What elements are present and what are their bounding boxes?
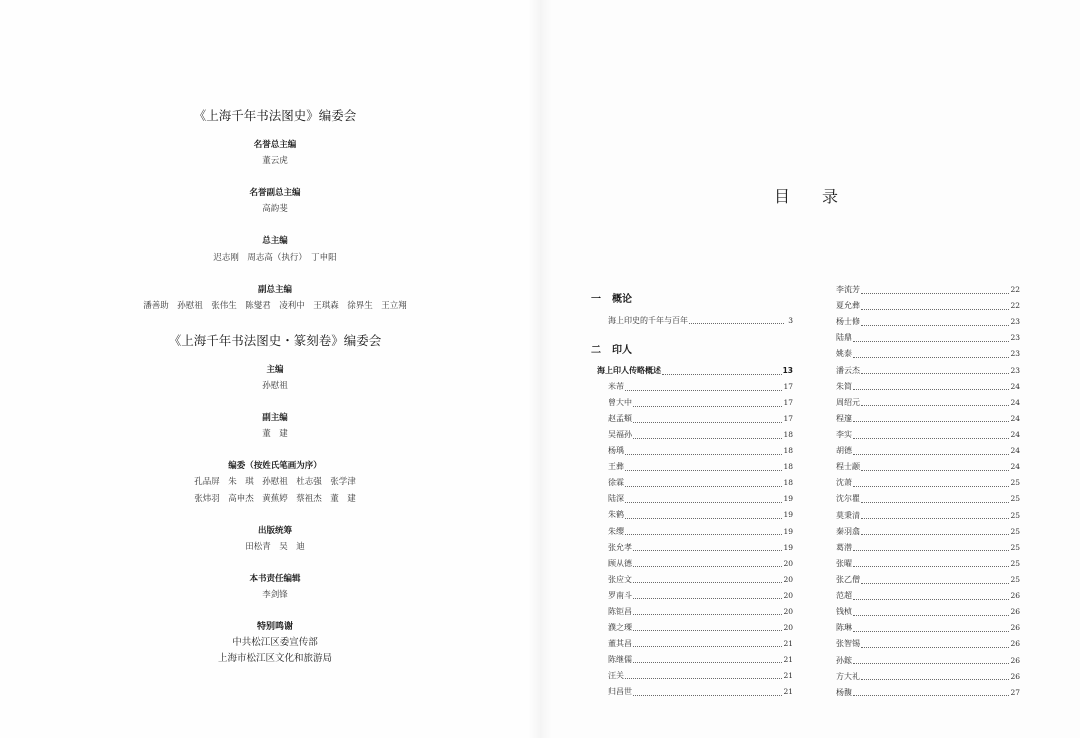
toc-entry: [836, 588, 1020, 604]
toc-page-number: 27: [1010, 687, 1020, 697]
toc-dot-leader: [861, 502, 1009, 503]
role-label: 名誉总主编: [253, 140, 297, 150]
toc-entry: [590, 427, 793, 443]
toc-dot-leader: [853, 599, 1009, 600]
toc-dot-leader: [625, 486, 782, 487]
toc-page-number: 19: [783, 510, 793, 520]
toc-entry-title: 罗南斗: [608, 590, 632, 600]
toc-dot-leader: [853, 438, 1009, 439]
toc-section-heading: [590, 292, 793, 308]
toc-page-number: 22: [1010, 285, 1020, 294]
toc-dot-leader: [625, 534, 782, 535]
toc-dot-leader: [861, 325, 1009, 326]
toc-entry-title: 张曜: [836, 558, 852, 568]
editorial-committee-credits: [5, 106, 545, 683]
toc-entry: [590, 620, 793, 636]
role-group: [5, 362, 545, 394]
toc-entry-title: 曾大中: [608, 398, 632, 408]
toc-entry: [836, 346, 1020, 362]
toc-entry-title: 董其昌: [608, 638, 632, 648]
toc-dot-leader: [861, 470, 1009, 471]
toc-entry: [836, 459, 1020, 475]
toc-entry-title: 张应文: [608, 574, 632, 584]
toc-entry: [836, 330, 1020, 346]
toc-dot-leader: [633, 614, 782, 615]
toc-dot-leader: [633, 406, 782, 407]
toc-page-number: 23: [1010, 349, 1020, 359]
toc-dot-leader: [633, 695, 782, 696]
contents-title: 目 录: [774, 187, 839, 206]
toc-entry-title: 朱简: [836, 381, 852, 391]
toc-dot-leader: [861, 309, 1009, 310]
toc-page-number: 23: [1010, 317, 1020, 327]
toc-page-number: 25: [1010, 558, 1020, 568]
toc-entry-title: 张乙僧: [836, 574, 860, 584]
toc-entry: [590, 491, 793, 507]
toc-entry: [590, 572, 793, 588]
toc-entry: [836, 524, 1020, 540]
toc-dot-leader: [633, 550, 782, 551]
toc-dot-leader: [861, 534, 1009, 535]
member-names: 董云虎: [262, 156, 288, 167]
role-label: 主编: [266, 364, 284, 375]
toc-page-number: 26: [1010, 671, 1020, 681]
toc-entry-title: 胡德: [836, 446, 852, 456]
toc-entry: [590, 540, 793, 556]
toc-entry-title: 潘云杰: [836, 365, 860, 375]
toc-section: [590, 343, 793, 700]
role-label: 总主编: [262, 236, 288, 247]
toc-entry-title: 孙鋐: [836, 655, 852, 665]
toc-entry-title: 陈琳: [836, 623, 852, 633]
toc-entry: [590, 652, 793, 668]
toc-page-number: 18: [783, 446, 793, 456]
toc-entry-title: 陈钜昌: [608, 606, 632, 616]
toc-entry: [836, 508, 1020, 524]
toc-dot-leader: [861, 293, 1009, 294]
toc-entry: [836, 314, 1020, 330]
toc-entry: [590, 475, 793, 491]
toc-page-number: 26: [1010, 607, 1020, 617]
toc-entry-title: 李流芳: [836, 285, 860, 294]
toc-entry: [590, 395, 793, 411]
toc-page-number: 21: [783, 670, 793, 680]
toc-entry-title: 张允孝: [608, 542, 632, 552]
toc-page-number: 25: [1010, 494, 1020, 504]
toc-page-number: 20: [783, 590, 793, 600]
toc-entry: [836, 669, 1020, 685]
toc-dot-leader: [633, 646, 782, 647]
toc-entry-title: 莫秉清: [836, 510, 860, 520]
toc-entry-title: 徐霖: [608, 478, 624, 488]
toc-page-number: 25: [1010, 510, 1020, 520]
toc-page-number: 21: [783, 686, 793, 696]
toc-entry: [836, 572, 1020, 588]
toc-entry: [590, 524, 793, 540]
member-names: 孔品屏 朱 琪 孙慰祖 杜志强 张学津: [194, 477, 356, 488]
toc-dot-leader: [633, 438, 782, 439]
toc-entry-title: 程士颛: [836, 462, 860, 472]
toc-entry: [590, 379, 793, 395]
toc-dot-leader: [861, 647, 1009, 648]
toc-dot-leader: [625, 390, 782, 391]
contents-column-right: [836, 282, 1020, 701]
toc-page-number: 20: [783, 622, 793, 632]
toc-page-number: 20: [783, 558, 793, 568]
toc-entry: [590, 507, 793, 523]
toc-page-number: 18: [783, 478, 793, 488]
toc-entry-title: 沈尔瞿: [836, 494, 860, 504]
toc-entry: [590, 313, 793, 329]
toc-section-title: 概论: [612, 294, 632, 305]
member-names: 中共松江区委宣传部: [232, 637, 318, 649]
role-group: [5, 619, 545, 668]
toc-page-number: 19: [783, 526, 793, 536]
toc-entry: [836, 411, 1020, 427]
toc-page-number: 13: [782, 366, 793, 376]
toc-entry-title: 汪关: [608, 670, 624, 680]
member-names: 田松青 吴 迪: [245, 541, 305, 552]
role-group: [5, 410, 545, 442]
toc-entry-title: 杨瑀: [608, 446, 624, 456]
committee-title: 《上海千年书法图史》编委会: [193, 108, 357, 123]
toc-entry: [590, 443, 793, 459]
toc-entry-title: 姚泰: [836, 349, 852, 359]
toc-entry: [836, 653, 1020, 669]
toc-dot-leader: [853, 615, 1009, 616]
toc-entry-title: 沈萧: [836, 478, 852, 488]
toc-entry: [836, 298, 1020, 314]
toc-entry: [590, 556, 793, 572]
right-page: [540, 0, 1080, 738]
toc-dot-leader: [853, 695, 1009, 696]
toc-entry-title: 杨馥: [836, 687, 852, 697]
toc-dot-leader: [625, 454, 782, 455]
member-names: 孙慰祖: [262, 381, 288, 392]
toc-page-number: 21: [783, 654, 793, 664]
toc-dot-leader: [861, 583, 1009, 584]
role-group: [5, 523, 545, 555]
toc-page-number: 17: [783, 414, 793, 424]
toc-dot-leader: [625, 518, 782, 519]
toc-entry-title: 朱缨: [608, 526, 624, 536]
toc-entry: [836, 475, 1020, 491]
role-label: 出版统筹: [257, 525, 292, 536]
toc-page-number: 23: [1010, 365, 1020, 375]
toc-page-number: 24: [1010, 429, 1020, 439]
toc-entry: [836, 491, 1020, 507]
role-group: [5, 282, 545, 314]
toc-dot-leader: [853, 566, 1009, 567]
toc-dot-leader: [633, 422, 782, 423]
toc-entry-title: 葛潜: [836, 542, 852, 552]
toc-entry: [590, 684, 793, 700]
role-group: [5, 233, 545, 265]
toc-dot-leader: [625, 470, 782, 471]
toc-dot-leader: [853, 389, 1009, 390]
toc-dot-leader: [662, 374, 782, 375]
toc-entry: [836, 620, 1020, 636]
toc-entry-title: 钱桢: [836, 607, 852, 617]
toc-entry: [836, 395, 1020, 411]
toc-entry-title: 赵孟頫: [608, 414, 632, 424]
toc-entry: [836, 636, 1020, 652]
toc-section-title: 印人: [612, 344, 632, 356]
toc-dot-leader: [861, 679, 1009, 680]
toc-entry-title: 杨士修: [836, 317, 860, 327]
toc-dot-leader: [853, 421, 1009, 422]
toc-dot-leader: [861, 518, 1009, 519]
toc-page-number: 18: [783, 462, 793, 472]
toc-entry-title: 周绍元: [836, 397, 860, 407]
role-group: [5, 185, 545, 217]
committee-block: [5, 106, 545, 314]
toc-dot-leader: [853, 357, 1009, 358]
contents-column-left: [590, 292, 793, 700]
toc-section-number: 二: [591, 344, 601, 356]
toc-page-number: 22: [1010, 301, 1020, 311]
toc-entry: [836, 685, 1020, 701]
toc-page-number: 19: [783, 494, 793, 504]
role-label: 名誉副总主编: [249, 188, 301, 199]
toc-page-number: 20: [783, 574, 793, 584]
toc-entry-title: 米芾: [608, 382, 624, 392]
member-names: 张炜羽 高申杰 黄蕉婷 蔡祖杰 董 建: [194, 493, 356, 504]
member-names: 董 建: [262, 429, 288, 440]
toc-page-number: 3: [788, 315, 793, 325]
toc-dot-leader: [625, 502, 782, 503]
toc-entry-title: 吴福孙: [608, 430, 632, 440]
toc-entry-title: 顾从德: [608, 558, 632, 568]
toc-entry: [590, 411, 793, 427]
toc-page-number: 24: [1010, 381, 1020, 391]
member-names: 上海市松江区文化和旅游局: [217, 653, 332, 665]
page-gutter: [528, 0, 552, 738]
toc-entry: [836, 363, 1020, 379]
toc-dot-leader: [861, 373, 1009, 374]
toc-entry: [590, 588, 793, 604]
toc-dot-leader: [853, 341, 1009, 342]
toc-entry-title: 归昌世: [608, 686, 632, 696]
toc-section-heading: [590, 343, 793, 359]
committee-block: [5, 331, 545, 668]
toc-entry-title: 陆鼎: [836, 333, 852, 343]
toc-entry: [590, 459, 793, 475]
toc-page-number: 26: [1010, 655, 1020, 665]
toc-dot-leader: [633, 662, 782, 663]
toc-entry: [590, 668, 793, 684]
role-label: 编委（按姓氏笔画为序）: [228, 461, 322, 472]
toc-entry-title: 海上印人传略概述: [597, 366, 661, 376]
toc-entry-title: 夏允彝: [836, 301, 860, 311]
toc-dot-leader: [853, 631, 1009, 632]
toc-entry-overview: [590, 363, 793, 379]
toc-entry-title: 王彝: [608, 462, 624, 472]
toc-dot-leader: [633, 630, 782, 631]
role-label: 本书责任编辑: [249, 573, 301, 584]
toc-page-number: 17: [783, 382, 793, 392]
toc-entry: [590, 636, 793, 652]
toc-entry: [836, 604, 1020, 620]
toc-dot-leader: [633, 566, 782, 567]
toc-entry-title: 范超: [836, 591, 852, 601]
member-names: 李剑锋: [262, 589, 288, 600]
toc-entry-title: 张智锡: [836, 639, 860, 649]
toc-page-number: 25: [1010, 478, 1020, 488]
toc-dot-leader: [853, 486, 1009, 487]
member-names: 潘善助 孙慰祖 张伟生 陈燮君 凌利中 王琪森 徐界生 王立翔: [143, 300, 407, 311]
toc-page-number: 21: [783, 638, 793, 648]
toc-dot-leader: [853, 663, 1009, 664]
toc-section-number: 一: [591, 294, 601, 305]
toc-dot-leader: [689, 323, 784, 324]
toc-entry-title: 朱鹤: [608, 510, 624, 520]
toc-page-number: 20: [783, 606, 793, 616]
toc-entry-title: 程邃: [836, 413, 852, 423]
toc-page-number: 17: [783, 398, 793, 408]
toc-page-number: 23: [1010, 333, 1020, 343]
toc-entry: [836, 443, 1020, 459]
toc-section: [590, 292, 793, 329]
role-label: 副总主编: [257, 284, 292, 295]
member-names: 高韵斐: [262, 204, 288, 215]
role-label: 副主编: [262, 413, 288, 424]
toc-dot-leader: [633, 582, 782, 583]
toc-entry-title: 陈继儒: [608, 654, 632, 664]
role-group: [5, 137, 545, 169]
role-group: [5, 571, 545, 603]
role-label: 特别鸣谢: [256, 621, 293, 632]
toc-entry-title: 陆深: [608, 494, 624, 504]
toc-entry-title: 海上印史的千年与百年: [608, 315, 688, 325]
role-group: [5, 458, 545, 507]
toc-page-number: 25: [1010, 542, 1020, 552]
toc-page-number: 25: [1010, 526, 1020, 536]
toc-dot-leader: [861, 405, 1009, 406]
toc-page-number: 18: [783, 430, 793, 440]
toc-page-number: 24: [1010, 397, 1020, 407]
toc-entry-title: 李实: [836, 429, 852, 439]
toc-page-number: 24: [1010, 462, 1020, 472]
toc-page-number: 19: [783, 542, 793, 552]
toc-entry-title: 秦羽翕: [836, 526, 860, 536]
toc-entry: [836, 282, 1020, 298]
toc-page-number: 24: [1010, 413, 1020, 423]
toc-entry-title: 方大礼: [836, 671, 860, 681]
toc-entry: [590, 604, 793, 620]
toc-entry: [836, 556, 1020, 572]
toc-entry-title: 濮之瑮: [608, 622, 632, 632]
toc-page-number: 26: [1010, 639, 1020, 649]
toc-dot-leader: [853, 550, 1009, 551]
toc-dot-leader: [633, 598, 782, 599]
toc-page-number: 26: [1010, 591, 1020, 601]
toc-dot-leader: [625, 678, 782, 679]
committee-title: 《上海千年书法图史・篆刻卷》编委会: [168, 332, 382, 348]
toc-dot-leader: [853, 454, 1009, 455]
toc-page-number: 25: [1010, 574, 1020, 584]
toc-entry: [836, 540, 1020, 556]
toc-page-number: 24: [1010, 446, 1020, 456]
toc-page-number: 26: [1010, 623, 1020, 633]
member-names: 迟志刚 周志高（执行） 丁申阳: [213, 252, 337, 263]
toc-entry: [836, 379, 1020, 395]
toc-entry: [836, 427, 1020, 443]
